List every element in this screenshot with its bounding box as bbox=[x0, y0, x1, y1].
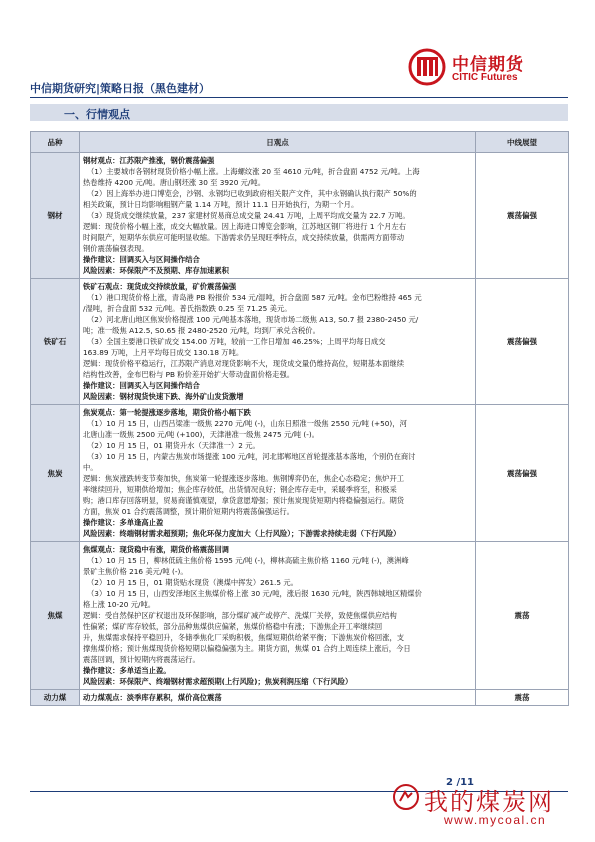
section-title: 一、行情观点 bbox=[64, 108, 130, 121]
brand-name-en: CITIC Futures bbox=[452, 72, 518, 83]
view-line: 动力煤观点：淡季库存累积，煤价高位震荡 bbox=[83, 693, 222, 702]
view-line: 铁矿石观点：现货成交持续放量，矿价震荡偏强 bbox=[83, 282, 237, 291]
watermark-text: 我的煤炭网 bbox=[424, 788, 554, 816]
view-line: （3）现货成交继续放量，237 家建材贸易商总成交量 24.41 万吨，上周平均成交量为 22.7 万吨。 bbox=[87, 211, 410, 220]
view-line: 热卷维持 4200 元/吨。唐山钢坯涨 30 至 3920 元/吨。 bbox=[83, 178, 266, 187]
view-line: 钢价震荡偏强表现。 bbox=[83, 244, 149, 253]
view-line: 焦煤观点：现货稳中有涨，期货价格震荡回调 bbox=[83, 545, 229, 554]
view-line: 格上涨 10-20 元/吨。 bbox=[83, 600, 156, 609]
view-line: 撑焦煤价格；预计焦煤现货价格短期以偏稳偏强为主。期货方面，焦煤 01 合约上周连续上涨后，今日 bbox=[83, 644, 411, 653]
view-line: 风险因素：环保限产不及预期、库存加速累积 bbox=[83, 266, 229, 275]
table-row bbox=[31, 405, 569, 542]
row-category: 焦炭 bbox=[31, 405, 80, 542]
view-line: （2）10 月 15 日，01 期货贴水现货（澳煤中挥发）261.5 元。 bbox=[87, 578, 298, 587]
view-line: 率继续回升，短期供给增加；焦企库存较低，出货情况良好；钢企库存走中，采暖季将至，积极采 bbox=[83, 485, 397, 494]
view-line: /湿吨，折合盘面 532 元/吨。普氏指数跌 0.25 至 71.25 美元。 bbox=[83, 304, 292, 313]
row-trend: 震荡 bbox=[476, 690, 569, 706]
view-line: （2）因上海举办进口博览会，沙钢、永钢均已收到政府相关限产文件，其中永钢确认执行限产 50%的 bbox=[87, 189, 417, 198]
view-line: 结构性改善，金布巴粉与 PB 粉价差开始扩大带动盘面价格走强。 bbox=[83, 370, 295, 379]
view-line: 逻辑：焦炭涨跌转变节奏加快，焦炭第一轮提涨逐步落地。焦钢博弈仍在，焦企心态稳定；焦炉开工 bbox=[83, 474, 405, 483]
brand-name-cn: 中信期货 bbox=[452, 55, 524, 75]
title-divider bbox=[30, 97, 568, 98]
row-category: 焦煤 bbox=[31, 542, 80, 690]
view-line: 升，焦煤需求保持平稳回升，冬储季焦化厂采购积极，焦煤短期供给紧平衡；下游焦炭价格回涨，支 bbox=[83, 633, 405, 642]
table-row bbox=[31, 690, 569, 706]
row-trend: 震荡偏强 bbox=[476, 405, 569, 542]
view-line: 操作建议：回调买入与区间操作结合 bbox=[83, 255, 200, 264]
view-line: 焦炭观点：第一轮提涨逐步落地，期货价格小幅下跌 bbox=[83, 408, 251, 417]
view-line: 景矿主焦价格 216 美元/吨 (-)。 bbox=[83, 567, 188, 576]
coal-watermark-icon bbox=[393, 784, 419, 810]
view-line: （3）10 月 15 日，内蒙古焦炭市场提涨 100 元/吨，河北邯郸地区首轮提涨基本落地，个别仍在商讨 bbox=[87, 452, 416, 461]
view-line: 中。 bbox=[83, 463, 98, 472]
view-line: 相关政策，预计日均影响粗钢产量 1.14 万吨，预计 11.1 日开始执行，为期一个月。 bbox=[83, 200, 359, 209]
view-line: 风险因素：钢材现货快速下跌、海外矿山发货激增 bbox=[83, 392, 244, 401]
table-row bbox=[31, 542, 569, 690]
view-line: 吨；准一级焦 A12.5, S0.65 报 2480-2520 元/吨，均到厂承兑含税价。 bbox=[83, 326, 320, 335]
view-line: 操作建议：回调买入与区间操作结合 bbox=[83, 381, 200, 390]
header-view: 日观点 bbox=[80, 132, 476, 153]
row-view bbox=[80, 279, 476, 405]
section-header bbox=[30, 104, 568, 121]
watermark-url: www.mycoal.cn bbox=[444, 813, 547, 827]
row-trend: 震荡偏强 bbox=[476, 279, 569, 405]
header-trend: 中线展望 bbox=[476, 132, 569, 153]
view-line: 操作建议：多单适当止盈。 bbox=[83, 666, 171, 675]
view-line: 风险因素：环保限产、终端钢材需求超预期(上行风险)；焦炭利润压缩（下行风险） bbox=[83, 677, 353, 686]
row-trend: 震荡偏强 bbox=[476, 153, 569, 279]
view-line: 北唐山准一级焦 2500 元/吨 (+100)，天津港准一级焦 2475 元/吨 (-)。 bbox=[83, 430, 319, 439]
view-line: 时间限产，短期华东供应可能明显收缩。下游需求仍呈现旺季特点，成交持续放量，供需两方面带动 bbox=[83, 233, 405, 242]
view-line: （3）10 月 15 日，山西安泽地区主焦煤价格上涨 30 元/吨，涨后报 1630 元/吨，陕西韩城地区精煤价 bbox=[87, 589, 422, 598]
view-line: 逻辑：现货价格小幅上涨，成交大幅放量。因上海进口博览会影响，江苏地区钢厂将进行 1 个月左右 bbox=[83, 222, 407, 231]
table-header-row bbox=[31, 132, 569, 153]
row-view bbox=[80, 153, 476, 279]
view-line: （1）10 月 15 日，柳林低硫主焦价格 1595 元/吨 (-)，柳林高硫主焦价格 1160 元/吨 (-)，澳洲峰 bbox=[87, 556, 409, 565]
citic-logo-icon bbox=[408, 48, 446, 86]
row-category: 钢材 bbox=[31, 153, 80, 279]
view-line: （1）10 月 15 日，山西吕梁准一级焦 2270 元/吨 (-)，山东日照准一级焦 2550 元/吨 (+50)，河 bbox=[87, 419, 407, 428]
table-row bbox=[31, 153, 569, 279]
row-view bbox=[80, 690, 476, 706]
table-row bbox=[31, 279, 569, 405]
view-line: 163.89 万吨，上月平均每日成交 130.18 万吨。 bbox=[83, 348, 244, 357]
row-category: 铁矿石 bbox=[31, 279, 80, 405]
row-trend: 震荡 bbox=[476, 542, 569, 690]
view-line: 性偏紧；煤矿库存较低，部分品种焦煤供应偏紧，焦煤价格稳中有涨；下游焦企开工率继续回 bbox=[83, 622, 383, 631]
header-category: 品种 bbox=[31, 132, 80, 153]
view-line: 钢材观点：江苏限产推涨，钢价震荡偏强 bbox=[83, 156, 215, 165]
page-number: 2 /11 bbox=[446, 777, 475, 788]
market-view-table bbox=[30, 131, 569, 706]
row-category: 动力煤 bbox=[31, 690, 80, 706]
view-line: （2）10 月 15 日，01 期货升水（天津准一）2 元。 bbox=[87, 441, 260, 450]
view-line: 风险因素：终端钢材需求超预期；焦化环保力度加大（上行风险）；下游需求持续走弱（下行风险） bbox=[83, 529, 401, 538]
report-title: 中信期货研究|策略日报（黑色建材） bbox=[30, 82, 211, 95]
view-line: （2）河北唐山地区焦炭价格提涨 100 元/吨基本落地，现货市场二级焦 A13, S0.7 报 2380-2450 元/ bbox=[87, 315, 419, 324]
table-body bbox=[31, 153, 569, 706]
view-line: 操作建议：多单逢高止盈 bbox=[83, 518, 164, 527]
view-line: 购；港口库存回落明显，贸易商谨慎观望，拿货意愿增强；预计焦炭现货短期内将稳偏强运行。期货 bbox=[83, 496, 405, 505]
row-view bbox=[80, 405, 476, 542]
view-line: 震荡回调，预计短期内将震荡运行。 bbox=[83, 655, 200, 664]
view-line: 方面，焦炭 01 合约震荡调整，预计期价短期内将震荡偏强运行。 bbox=[83, 507, 294, 516]
view-line: 逻辑：现货价格平稳运行，江苏限产消息对现货影响不大，现货成交量仍维持高位，短期基本面继续 bbox=[83, 359, 405, 368]
citic-futures-logo bbox=[408, 48, 558, 88]
view-line: （1）主要城市各钢材现货价格小幅上涨。上海螺纹涨 20 至 4610 元/吨，折合盘面 4752 元/吨。上海 bbox=[87, 167, 420, 176]
view-line: （3）全国主要港口铁矿成交 154.00 万吨，较前一工作日增加 46.25%；上周平均每日成交 bbox=[87, 337, 386, 346]
view-line: 逻辑：受自然保护区矿权退出及环保影响，部分煤矿减产或停产、洗煤厂关停，致使焦煤供应结构 bbox=[83, 611, 397, 620]
row-view bbox=[80, 542, 476, 690]
view-line: （1）港口现货价格上涨，青岛港 PB 粉报价 534 元/湿吨，折合盘面 587 元/吨。金布巴粉维持 465 元 bbox=[87, 293, 422, 302]
